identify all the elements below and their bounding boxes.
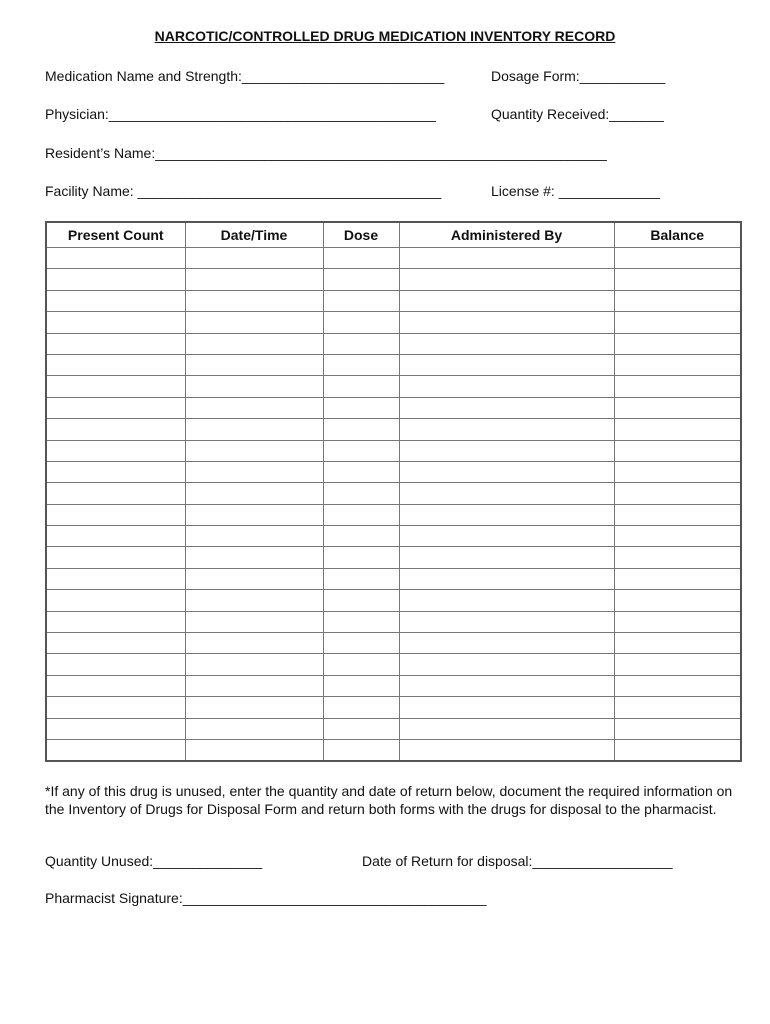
table-cell[interactable]: [185, 312, 323, 333]
table-cell[interactable]: [399, 461, 614, 482]
table-cell[interactable]: [399, 697, 614, 718]
return-instructions-note: *If any of this drug is unused, enter the quantity and date of return below, document the required information on the Inventory of Drugs for Disposal Form and return both forms with the drugs for disposal to the pharmacist.: [45, 783, 733, 817]
table-cell[interactable]: [323, 697, 399, 718]
table-cell[interactable]: [614, 376, 741, 397]
inventory-table-body: [46, 248, 741, 762]
table-cell[interactable]: [323, 461, 399, 482]
table-cell[interactable]: [185, 248, 323, 269]
table-cell[interactable]: [185, 697, 323, 718]
table-cell[interactable]: [323, 269, 399, 290]
table-cell[interactable]: [323, 654, 399, 675]
table-row: [46, 248, 741, 269]
pharmacist-signature-field[interactable]: Pharmacist Signature:_______________________________________: [45, 890, 487, 906]
table-cell[interactable]: [614, 739, 741, 761]
table-cell[interactable]: [614, 590, 741, 611]
table-cell[interactable]: [399, 611, 614, 632]
table-cell[interactable]: [323, 290, 399, 311]
table-cell[interactable]: [185, 568, 323, 589]
table-row: [46, 333, 741, 354]
table-cell[interactable]: [323, 312, 399, 333]
table-cell[interactable]: [185, 718, 323, 739]
physician-field[interactable]: Physician:__________________________________________: [45, 106, 436, 122]
table-cell[interactable]: [323, 354, 399, 375]
table-row: [46, 419, 741, 440]
date-of-return-field[interactable]: Date of Return for disposal:__________________: [362, 853, 673, 869]
table-row: [46, 739, 741, 761]
header-administered-by: Administered By: [399, 222, 614, 248]
table-cell[interactable]: [614, 611, 741, 632]
table-row: [46, 312, 741, 333]
table-cell[interactable]: [614, 354, 741, 375]
table-cell[interactable]: [46, 654, 185, 675]
table-cell[interactable]: [46, 461, 185, 482]
table-cell[interactable]: [614, 483, 741, 504]
table-cell[interactable]: [185, 376, 323, 397]
table-cell[interactable]: [46, 568, 185, 589]
table-cell[interactable]: [399, 312, 614, 333]
table-cell[interactable]: [46, 312, 185, 333]
table-cell[interactable]: [399, 354, 614, 375]
table-cell[interactable]: [46, 526, 185, 547]
table-cell[interactable]: [185, 633, 323, 654]
table-row: [46, 461, 741, 482]
table-row: [46, 504, 741, 525]
quantity-unused-field[interactable]: Quantity Unused:______________: [45, 853, 263, 869]
table-row: [46, 633, 741, 654]
table-cell[interactable]: [399, 504, 614, 525]
table-cell[interactable]: [399, 718, 614, 739]
table-cell[interactable]: [399, 440, 614, 461]
table-cell[interactable]: [323, 419, 399, 440]
table-row: [46, 675, 741, 696]
license-field[interactable]: License #: _____________: [491, 183, 660, 199]
table-cell[interactable]: [614, 397, 741, 418]
table-cell[interactable]: [614, 526, 741, 547]
inventory-table: [45, 221, 742, 762]
table-cell[interactable]: [46, 675, 185, 696]
table-cell[interactable]: [614, 568, 741, 589]
table-cell[interactable]: [399, 397, 614, 418]
table-cell[interactable]: [185, 654, 323, 675]
dosage-form-field[interactable]: Dosage Form:___________: [491, 68, 666, 84]
table-cell[interactable]: [46, 248, 185, 269]
table-cell[interactable]: [185, 526, 323, 547]
table-cell[interactable]: [614, 654, 741, 675]
table-cell[interactable]: [323, 504, 399, 525]
table-cell[interactable]: [185, 483, 323, 504]
table-cell[interactable]: [614, 633, 741, 654]
table-cell[interactable]: [323, 483, 399, 504]
table-cell[interactable]: [185, 419, 323, 440]
table-cell[interactable]: [614, 269, 741, 290]
header-present-count: Present Count: [46, 222, 185, 248]
table-cell[interactable]: [399, 547, 614, 568]
quantity-received-field[interactable]: Quantity Received:_______: [491, 106, 664, 122]
table-cell[interactable]: [46, 633, 185, 654]
table-cell[interactable]: [614, 547, 741, 568]
table-cell[interactable]: [399, 590, 614, 611]
facility-name-field[interactable]: Facility Name: _______________________________________: [45, 183, 442, 199]
table-cell[interactable]: [46, 483, 185, 504]
table-cell[interactable]: [46, 547, 185, 568]
table-cell[interactable]: [46, 333, 185, 354]
table-cell[interactable]: [614, 333, 741, 354]
table-cell[interactable]: [323, 568, 399, 589]
table-cell[interactable]: [185, 333, 323, 354]
table-row: [46, 376, 741, 397]
table-cell[interactable]: [399, 675, 614, 696]
table-cell[interactable]: [399, 290, 614, 311]
table-row: [46, 654, 741, 675]
table-cell[interactable]: [399, 568, 614, 589]
table-cell[interactable]: [399, 376, 614, 397]
header-dose: Dose: [323, 222, 399, 248]
table-cell[interactable]: [185, 739, 323, 761]
table-cell[interactable]: [614, 504, 741, 525]
table-row: [46, 269, 741, 290]
table-cell[interactable]: [323, 397, 399, 418]
table-cell[interactable]: [185, 290, 323, 311]
table-cell[interactable]: [185, 590, 323, 611]
table-cell[interactable]: [185, 504, 323, 525]
table-cell[interactable]: [399, 654, 614, 675]
table-cell[interactable]: [614, 248, 741, 269]
table-cell[interactable]: [323, 633, 399, 654]
table-row: [46, 483, 741, 504]
table-cell[interactable]: [399, 333, 614, 354]
table-cell[interactable]: [185, 397, 323, 418]
table-cell[interactable]: [185, 547, 323, 568]
table-cell[interactable]: [323, 547, 399, 568]
table-cell[interactable]: [323, 590, 399, 611]
table-cell[interactable]: [399, 269, 614, 290]
table-cell[interactable]: [614, 461, 741, 482]
table-cell[interactable]: [323, 333, 399, 354]
table-cell[interactable]: [323, 248, 399, 269]
table-row: [46, 611, 741, 632]
table-cell[interactable]: [614, 718, 741, 739]
table-row: [46, 568, 741, 589]
medication-name-field[interactable]: Medication Name and Strength:__________________________: [45, 68, 445, 84]
table-cell[interactable]: [185, 611, 323, 632]
table-cell[interactable]: [46, 739, 185, 761]
table-header-row: [46, 222, 741, 248]
header-balance: Balance: [614, 222, 741, 248]
header-date-time: Date/Time: [185, 222, 323, 248]
table-row: [46, 697, 741, 718]
table-row: [46, 440, 741, 461]
table-cell[interactable]: [46, 354, 185, 375]
table-cell[interactable]: [614, 290, 741, 311]
table-cell[interactable]: [46, 269, 185, 290]
table-cell[interactable]: [46, 611, 185, 632]
table-cell[interactable]: [614, 675, 741, 696]
table-cell[interactable]: [185, 675, 323, 696]
table-row: [46, 590, 741, 611]
table-row: [46, 354, 741, 375]
table-cell[interactable]: [399, 419, 614, 440]
table-cell[interactable]: [185, 269, 323, 290]
table-row: [46, 718, 741, 739]
table-cell[interactable]: [399, 526, 614, 547]
table-cell[interactable]: [614, 312, 741, 333]
table-cell[interactable]: [185, 440, 323, 461]
table-row: [46, 397, 741, 418]
table-cell[interactable]: [46, 697, 185, 718]
table-cell[interactable]: [399, 739, 614, 761]
table-cell[interactable]: [46, 397, 185, 418]
table-cell[interactable]: [185, 461, 323, 482]
table-cell[interactable]: [185, 354, 323, 375]
table-cell[interactable]: [46, 440, 185, 461]
table-cell[interactable]: [614, 419, 741, 440]
table-cell[interactable]: [323, 440, 399, 461]
table-cell[interactable]: [323, 611, 399, 632]
table-cell[interactable]: [614, 440, 741, 461]
table-cell[interactable]: [323, 739, 399, 761]
table-cell[interactable]: [46, 718, 185, 739]
table-cell[interactable]: [323, 718, 399, 739]
table-cell[interactable]: [46, 419, 185, 440]
table-row: [46, 547, 741, 568]
resident-name-field[interactable]: Resident’s Name:__________________________________________________________: [45, 145, 607, 161]
table-cell[interactable]: [323, 376, 399, 397]
table-cell[interactable]: [46, 290, 185, 311]
table-cell[interactable]: [399, 483, 614, 504]
table-cell[interactable]: [614, 697, 741, 718]
form-title: NARCOTIC/CONTROLLED DRUG MEDICATION INVENTORY RECORD: [154, 28, 616, 44]
table-cell[interactable]: [323, 526, 399, 547]
table-cell[interactable]: [399, 633, 614, 654]
table-cell[interactable]: [46, 590, 185, 611]
table-row: [46, 526, 741, 547]
table-cell[interactable]: [323, 675, 399, 696]
table-cell[interactable]: [399, 248, 614, 269]
table-cell[interactable]: [46, 376, 185, 397]
table-cell[interactable]: [46, 504, 185, 525]
table-row: [46, 290, 741, 311]
